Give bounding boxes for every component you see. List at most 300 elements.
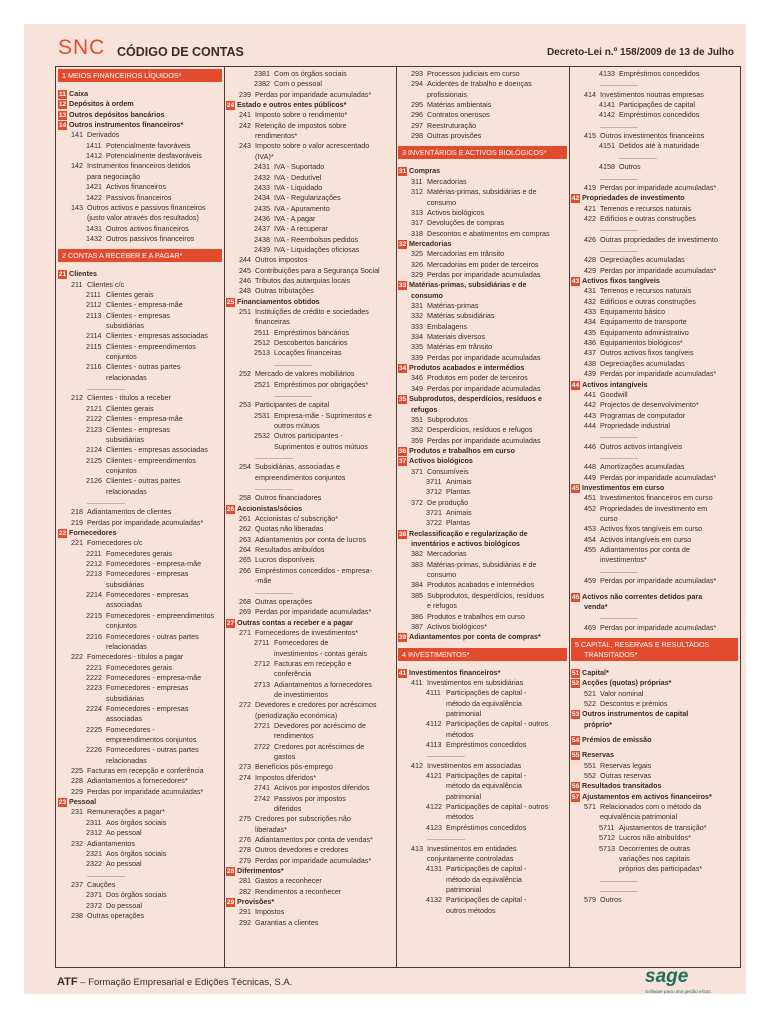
account-name: Lucros não atribuídos*	[619, 833, 691, 843]
account-name-cont: ...................	[87, 496, 125, 506]
account-row	[411, 332, 485, 342]
account-name: Derivados	[87, 130, 120, 140]
account-class-code: 29	[226, 899, 235, 906]
account-name-cont: rendimentos	[274, 731, 314, 741]
account-code: 2532	[254, 431, 270, 441]
account-name: Credores por acréscimos de	[274, 741, 365, 751]
account-code: 228	[71, 776, 83, 786]
sub-account-row	[426, 719, 548, 729]
account-name: Empréstimos concedidos	[619, 69, 700, 78]
account-code: 2223	[86, 683, 102, 693]
account-class-code: 24	[226, 102, 235, 110]
account-code: 382	[411, 549, 423, 559]
account-row	[71, 787, 203, 797]
account-row	[584, 771, 651, 781]
account-class	[398, 668, 500, 678]
account-name: Produtos acabados e intermédios	[427, 580, 535, 590]
account-code: 3721	[426, 508, 442, 517]
account-name: Matérias-primas	[427, 301, 479, 310]
account-name: Participantes de capital	[255, 400, 330, 410]
account-code: 4122	[426, 802, 442, 812]
account-code: 312	[411, 187, 423, 197]
account-row	[71, 130, 119, 140]
account-code: 3712	[426, 487, 442, 497]
account-code: 276	[239, 834, 251, 844]
account-code: 241	[239, 110, 251, 120]
account-code: 384	[411, 580, 423, 590]
sub-account-row	[86, 151, 202, 161]
account-name-cont: gastos	[274, 752, 296, 762]
account-row	[584, 504, 707, 514]
account-code: 2115	[86, 341, 102, 351]
account-name-cont: (periodização económica)	[255, 710, 338, 720]
account-class-code: 51	[571, 669, 580, 677]
account-class	[571, 668, 609, 678]
sub-account-row	[86, 683, 188, 693]
account-name: Materiais diversos	[427, 332, 485, 342]
account-code: 262	[239, 524, 251, 534]
account-row	[239, 856, 371, 866]
account-name-cont: diferidos	[274, 803, 302, 813]
account-name: Imposto sobre o valor acrescentado	[255, 141, 370, 151]
account-name: Descobertos bancários	[274, 338, 348, 348]
account-code: 332	[411, 311, 423, 321]
account-name: Empréstimos por obrigações*	[274, 379, 369, 389]
account-class-name: Ajustamentos em activos financeiros*	[582, 791, 712, 801]
account-row	[239, 845, 348, 855]
account-name-cont: conjuntamente controladas	[427, 853, 514, 863]
account-name: Empréstimos bancários	[274, 327, 350, 337]
account-row	[411, 373, 528, 383]
account-code: 2215	[86, 610, 102, 620]
account-class-code: 21	[58, 271, 67, 279]
account-row	[411, 187, 536, 197]
account-code: 449	[584, 472, 596, 482]
account-name-cont: ...................	[600, 451, 638, 461]
account-name: Mercado de valores mobiliários	[255, 369, 355, 379]
account-code: 219	[71, 517, 83, 527]
account-name: Clientes - outras partes	[106, 362, 181, 372]
account-name-cont: relacionadas	[106, 641, 147, 651]
account-code: 334	[411, 332, 423, 342]
account-name: Activos intangíveis em curso	[600, 534, 692, 544]
account-class-name: Activos intangíveis	[582, 379, 648, 389]
account-name: Perdas por imparidade acumuladas*	[600, 369, 717, 379]
account-name: Participações de capital - outros	[446, 719, 549, 729]
account-class-name: Diferimentos*	[237, 865, 284, 875]
account-class	[58, 797, 96, 807]
account-code: 3722	[426, 518, 442, 528]
account-row	[239, 773, 316, 783]
account-class	[58, 89, 88, 99]
account-code: 446	[584, 441, 596, 451]
account-name-cont: patrimonial	[446, 708, 482, 718]
account-name-cont: de investimentos	[274, 690, 328, 699]
account-class-code: 33	[398, 282, 407, 290]
account-row	[239, 514, 338, 524]
sub-account-row	[86, 300, 183, 310]
account-name: Outros devedores e credores	[255, 845, 349, 855]
account-code: 1422	[86, 192, 102, 202]
account-name: Participações de capital -	[446, 688, 527, 698]
account-name-cont: patrimonial	[446, 884, 482, 894]
account-code: 448	[584, 462, 596, 472]
account-class-name: Provisões*	[237, 897, 275, 906]
account-code: 2216	[86, 631, 102, 641]
account-name: Ajustamentos de transição*	[619, 822, 707, 832]
account-row	[584, 895, 622, 905]
account-name: IVA - A recuperar	[274, 224, 328, 234]
account-code: 211	[71, 279, 83, 289]
account-row	[411, 110, 490, 120]
account-row	[584, 623, 716, 633]
account-code: 453	[584, 524, 596, 534]
brand-acronym: SNC	[58, 36, 106, 59]
sub-account-row	[426, 864, 526, 874]
account-row	[239, 535, 366, 545]
sub-account-row	[599, 823, 707, 833]
account-name: Outros activos financeiros	[106, 223, 189, 233]
account-row	[411, 467, 469, 477]
account-name: Clientes - outras partes	[106, 476, 181, 486]
account-code: 444	[584, 420, 596, 430]
account-name: Perdas por imparidade acumuladas*	[255, 607, 372, 617]
account-code: 386	[411, 611, 423, 621]
account-row	[584, 802, 701, 812]
account-code: 415	[584, 131, 596, 141]
account-class	[571, 276, 660, 286]
sub-account-row	[599, 833, 691, 843]
account-class-code: 22	[58, 530, 67, 537]
account-row	[584, 286, 691, 296]
account-code: 2322	[86, 859, 102, 869]
account-code: 4133	[599, 69, 615, 78]
account-code: 2112	[86, 300, 102, 310]
account-row	[71, 161, 190, 171]
account-name-cont: próprios das participadas*	[619, 864, 703, 874]
account-class	[571, 735, 652, 745]
account-row	[71, 839, 135, 849]
account-name-cont: para negociação	[87, 171, 141, 181]
account-code: 521	[584, 688, 596, 698]
account-row	[411, 229, 550, 239]
sub-account-row	[426, 771, 526, 781]
account-code: 352	[411, 425, 423, 435]
account-name: Com o pessoal	[274, 79, 322, 89]
sub-account-row	[86, 611, 214, 621]
account-name: Perdas por imparidade acumuladas	[427, 352, 541, 362]
publisher-name: – Formação Empresarial e Edições Técnicas, S.A.	[77, 977, 293, 988]
account-name: Participações de capital - outros	[446, 802, 549, 812]
account-row	[584, 348, 693, 358]
account-code: 278	[239, 845, 251, 855]
account-name: Perdas por imparidade acumuladas	[427, 383, 541, 393]
account-name: Fornecedores c/c	[87, 538, 143, 548]
accounts-grid	[55, 66, 741, 968]
sub-account-row	[86, 224, 189, 234]
section-header	[398, 146, 567, 159]
account-name: Contribuições para a Segurança Social	[255, 265, 380, 275]
account-name-cont: ...................	[600, 884, 638, 894]
account-code: 2312	[86, 828, 102, 838]
account-class-code: 32	[398, 240, 407, 248]
account-class-name: Caixa	[69, 89, 89, 98]
account-code: 4132	[426, 895, 442, 905]
account-name: Gastos a reconhecer	[255, 876, 322, 886]
account-class	[226, 100, 346, 110]
account-code: 522	[584, 698, 596, 708]
account-class-name: Estado e outros entes públicos*	[237, 100, 347, 110]
account-class	[571, 792, 712, 802]
account-name-cont: ...................	[87, 383, 125, 393]
sub-account-row	[599, 69, 699, 79]
account-class-code: 11	[59, 91, 66, 98]
account-name: Edifícios e outras construções	[600, 296, 696, 306]
account-name: Matérias ambientais	[427, 100, 492, 110]
account-name: Fornecedores -	[106, 724, 155, 734]
account-code: 459	[584, 576, 596, 586]
account-code: 438	[584, 358, 596, 368]
account-class-name: Activos não correntes detidos para	[582, 591, 703, 601]
account-class	[226, 297, 320, 307]
account-name: Plantas	[446, 487, 470, 497]
account-row	[411, 498, 468, 508]
account-row	[584, 390, 628, 400]
account-class	[58, 269, 97, 279]
account-name-cont: variações nos capitais	[619, 853, 690, 863]
account-class	[58, 528, 117, 538]
sub-account-row	[86, 569, 188, 579]
logo-tagline: Software para uma gestão eficaz.	[645, 989, 713, 994]
account-class-name-cont: inventários e activos biológicos	[411, 539, 521, 549]
account-row	[239, 545, 325, 555]
account-row	[584, 699, 668, 709]
account-class-name: Activos biológicos	[409, 456, 473, 466]
account-code: 274	[239, 772, 251, 782]
sub-account-row	[254, 328, 349, 338]
account-class-code: 35	[398, 396, 407, 404]
sub-account-row	[254, 338, 348, 348]
account-code: 245	[239, 265, 251, 275]
account-name: Aos órgãos sociais	[106, 848, 167, 858]
decree-reference: Decreto-Lei n.º 158/2009 de 13 de Julho	[546, 47, 734, 58]
account-row	[411, 353, 540, 363]
account-row	[411, 69, 520, 79]
account-class-code: 42	[571, 195, 580, 203]
account-row	[411, 612, 525, 622]
account-class-code: 57	[571, 793, 580, 801]
sub-account-row	[426, 688, 526, 698]
account-name-cont: equivalência patrimonial	[600, 812, 678, 822]
sub-account-row	[254, 162, 324, 172]
account-name: Animais	[446, 476, 472, 486]
account-class-name: Outras contas a receber e a pagar	[237, 617, 353, 627]
account-code: 385	[411, 590, 423, 600]
account-name: Perdas por imparidade acumuladas*	[87, 786, 204, 796]
account-class-name-cont: consumo	[411, 290, 443, 300]
account-class-code: 36	[398, 447, 407, 455]
account-code: 431	[584, 286, 596, 296]
account-name: Passivos financeiros	[106, 192, 172, 202]
account-name: Adiantamentos a fornecedores	[274, 679, 372, 689]
account-code: 212	[71, 393, 83, 403]
account-name-cont: associadas	[106, 600, 142, 610]
account-class-name: Adiantamentos por conta de compras*	[409, 632, 541, 642]
account-name-cont: e refugos	[427, 601, 457, 611]
account-code: 4112	[426, 719, 442, 729]
sub-account-row	[86, 745, 199, 755]
account-code: 579	[584, 895, 596, 905]
account-name-cont: método da equivalência	[446, 874, 522, 884]
account-class-code: 44	[571, 381, 580, 389]
account-name-cont: subsidiárias	[106, 693, 144, 703]
account-name: Clientes c/c	[87, 279, 125, 289]
account-row	[239, 876, 322, 886]
sub-account-row	[254, 235, 358, 245]
account-row	[584, 535, 691, 545]
sub-account-row	[254, 173, 321, 183]
account-code: 2126	[86, 476, 102, 486]
account-code: 2125	[86, 455, 102, 465]
sub-account-row	[86, 456, 196, 466]
account-row	[584, 442, 682, 452]
account-name-cont: ...................	[600, 565, 638, 575]
section-header	[398, 648, 567, 661]
account-name: Instituições de crédito e sociedades	[255, 307, 369, 317]
account-row	[239, 597, 312, 607]
account-row	[239, 762, 333, 772]
sub-account-row	[426, 487, 470, 497]
account-code: 2311	[86, 817, 102, 827]
section-header	[58, 69, 222, 82]
account-code: 552	[584, 771, 596, 781]
account-code: 2431	[254, 162, 270, 172]
account-name: Participações de capital -	[446, 771, 527, 781]
account-name: Participações de capital -	[446, 864, 527, 874]
account-code: 451	[584, 493, 596, 503]
account-code: 442	[584, 400, 596, 410]
sub-account-row	[254, 680, 372, 690]
sub-account-row	[86, 425, 170, 435]
account-name-cont: subsidiárias	[106, 579, 144, 589]
account-code: 2713	[254, 679, 270, 689]
sub-account-row	[599, 141, 699, 151]
account-row	[411, 384, 540, 394]
sub-account-row	[426, 518, 470, 528]
account-name: Instrumentos financeiros detidos	[87, 161, 191, 171]
sub-account-row	[254, 721, 366, 731]
account-name: Outras tributações	[255, 286, 314, 296]
account-class	[398, 166, 440, 176]
account-name: Mercadorias	[427, 549, 467, 559]
account-row	[584, 266, 716, 276]
account-code: 2437	[254, 224, 270, 234]
account-name-cont: ...................	[427, 750, 465, 760]
account-code: 1421	[86, 182, 102, 192]
account-row	[411, 560, 536, 570]
account-class	[571, 483, 664, 493]
section-title: 4 INVESTIMENTOS*	[402, 649, 470, 659]
account-class-code: 12	[58, 101, 67, 109]
account-row	[411, 425, 532, 435]
account-name: Subprodutos	[427, 414, 468, 424]
account-name: Potencialmente favoráveis	[106, 140, 191, 150]
account-name: Plantas	[446, 518, 470, 528]
sub-account-row	[426, 895, 526, 905]
account-row	[71, 507, 171, 517]
account-name: Outras operações	[255, 596, 313, 606]
account-name: Perdas por imparidade acumuladas*	[600, 472, 717, 482]
account-code: 1431	[86, 223, 102, 233]
account-code: 2512	[254, 338, 270, 348]
account-class-name: Reclassificação e regularização de	[409, 528, 528, 538]
account-name-cont: -mãe	[255, 576, 272, 586]
account-class-name: Produtos acabados e intermédios	[409, 363, 525, 373]
account-name: Fornecedores - empresa-mãe	[106, 672, 202, 682]
account-name: Impostos diferidos*	[255, 772, 317, 782]
account-class-name: Mercadorias	[409, 238, 452, 248]
account-class-name: Acções (quotas) próprias*	[582, 678, 672, 688]
account-code: 4141	[599, 100, 615, 110]
account-name: Mercadorias	[427, 176, 467, 186]
account-name: Projectos de desenvolvimento*	[600, 400, 699, 410]
account-code: 1412	[86, 151, 102, 161]
account-name-cont: ...................	[274, 358, 312, 368]
sub-account-row	[86, 182, 166, 192]
account-row	[239, 307, 369, 317]
account-row	[584, 255, 685, 265]
account-name-cont: relacionadas	[106, 372, 147, 382]
account-code: 221	[71, 538, 83, 548]
account-code: 2371	[86, 890, 102, 900]
account-code: 2722	[254, 741, 270, 751]
account-code: 248	[239, 286, 251, 296]
account-name: Investimentos em entidades	[427, 843, 517, 853]
account-code: 268	[239, 596, 251, 606]
account-name: Perdas por imparidade acumuladas*	[255, 855, 372, 865]
account-code: 411	[411, 677, 423, 687]
account-row	[239, 400, 329, 410]
account-name: Clientes - empreendimentos	[106, 341, 196, 351]
sub-account-row	[254, 638, 328, 648]
account-row	[411, 678, 523, 688]
section-title: 1 MEIOS FINANCEIROS LÍQUIDOS*	[62, 71, 182, 80]
account-name-cont: ...................	[427, 833, 465, 843]
account-name: Clientes - empresa-mãe	[106, 300, 183, 310]
account-code: 421	[584, 203, 596, 213]
account-row	[584, 131, 704, 141]
account-row	[584, 421, 670, 431]
sub-account-row	[86, 632, 199, 642]
account-name: Investimentos em associadas	[427, 760, 522, 770]
account-code: 551	[584, 760, 596, 770]
account-name-cont: conjuntos	[106, 465, 137, 475]
account-name-cont: ...................	[619, 151, 657, 161]
account-name: Relacionados com o método da	[600, 802, 702, 812]
account-code: 2434	[254, 193, 270, 203]
sub-account-row	[426, 823, 526, 833]
account-code: 2438	[254, 234, 270, 244]
account-name: Acidentes de trabalho e doenças	[427, 79, 532, 89]
account-name: Clientes gerais	[106, 289, 154, 299]
account-name: Clientes - empresas	[106, 424, 170, 434]
account-row	[584, 400, 699, 410]
account-row	[584, 317, 687, 327]
account-class	[226, 866, 284, 876]
account-name: Impostos	[255, 907, 285, 917]
account-name: Subprodutos, desperdícios, resíduos	[427, 590, 545, 600]
account-row	[239, 369, 354, 379]
